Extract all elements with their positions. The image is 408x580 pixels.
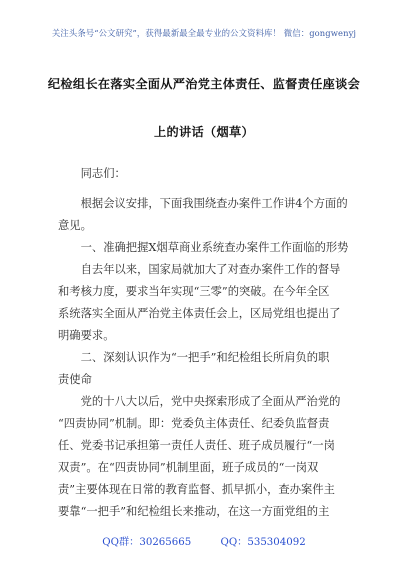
body-line-15: 责”主要体现在日常的教育监督、抓早抓小，查办案件主 xyxy=(58,483,335,496)
footer-contact xyxy=(0,533,408,548)
body-line-9: 二、深刻认识作为“一把手”和纪检组长所肩负的职 xyxy=(58,351,330,364)
body-line-11: 党的十八大以后，党中央探索形成了全面从严治党的 xyxy=(58,395,341,408)
body-line-14: 双责”。在“四责协同”机制里面，班子成员的“一岗双 xyxy=(58,461,319,474)
body-line-1: 同志们： xyxy=(58,167,126,180)
body-line-10: 责使命 xyxy=(58,373,92,386)
document-title-line-2: 上的讲话（烟草） xyxy=(154,125,254,139)
footer-qq: QQ：535304092 xyxy=(220,537,306,548)
body-line-3: 意见。 xyxy=(58,219,92,232)
footer-qq-group: QQ群：30265665 xyxy=(102,537,192,548)
body-line-13: 任、党委书记承担第一责任人责任、班子成员履行“一岗 xyxy=(58,439,335,452)
body-line-8: 明确要求。 xyxy=(58,329,115,342)
body-line-6: 和考核力度，要求当年实现“三零”的突破。在今年全区 xyxy=(58,285,330,298)
body-line-12: “四责协同”机制。即：党委负主体责任、纪委负监督责 xyxy=(58,417,330,430)
body-line-5: 自去年以来，国家局就加大了对查办案件工作的督导 xyxy=(58,263,341,276)
body-line-16: 要靠“一把手”和纪检组长来推动，在这一方面党组的主 xyxy=(58,505,330,518)
document-title-line-1: 纪检组长在落实全面从严治党主体责任、监督责任座谈会 xyxy=(47,77,361,91)
body-line-2: 根据会议安排，下面我围绕查办案件工作讲4个方面的 xyxy=(58,197,348,210)
body-line-7: 系统落实全面从严治党主体责任会上，区局党组也提出了 xyxy=(58,307,341,320)
header-note: 关注头条号“公文研究”，获得最新最全最专业的公文资料库！ 微信：gongwenyj xyxy=(51,28,357,38)
body-line-4: 一、准确把握X烟草商业系统查办案件工作面临的形势 xyxy=(58,241,349,254)
